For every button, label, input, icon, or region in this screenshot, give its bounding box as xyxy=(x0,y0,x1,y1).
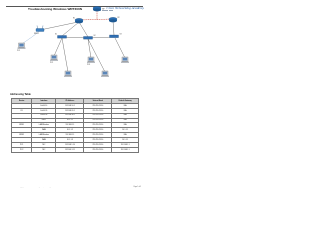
table-cell: Fa0/0.30 xyxy=(32,113,56,118)
table-cell: Fa0/0.20 xyxy=(32,108,56,113)
switch-s1 xyxy=(58,36,67,39)
table-cell: NIC xyxy=(32,147,56,152)
pc-2 xyxy=(50,55,58,61)
device-label-pc2: PC2 xyxy=(50,63,54,64)
table-cell: 255.255.255.0 xyxy=(84,138,112,143)
wireless-router-wrs1 xyxy=(36,26,44,32)
table-cell: 255.255.255.0 xyxy=(84,108,112,113)
pc-5 xyxy=(64,71,72,77)
switch-s3 xyxy=(110,35,119,38)
column-header: Subnet Mask xyxy=(84,99,112,104)
table-cell: 10.1.1.1 xyxy=(112,138,139,143)
table-cell: 192.168.30.1 xyxy=(56,113,84,118)
table-cell: WRS1 xyxy=(12,123,32,128)
table-cell: NIC xyxy=(32,143,56,148)
router-r2 xyxy=(109,17,117,22)
table-cell: N/A xyxy=(112,123,139,128)
table-cell: 192.168.10.1 xyxy=(56,103,84,108)
table-cell: 255.255.255.0 xyxy=(84,128,112,133)
device-label-s1: S1 xyxy=(55,34,57,36)
page-title: Troubleshooting Windows WRT300N xyxy=(28,7,82,11)
link-r1-s1 xyxy=(62,22,79,36)
table-cell: WAN xyxy=(32,138,56,143)
pc-3 xyxy=(87,57,95,63)
table-row xyxy=(12,147,139,152)
switch-s2 xyxy=(84,37,93,40)
table-cell: 192.168.1.1 xyxy=(56,133,84,138)
table-cell: 10.1.1.1 xyxy=(112,128,139,133)
table-cell: Fa0/0.10 xyxy=(32,103,56,108)
table-cell: N/A xyxy=(112,103,139,108)
table-cell: N/A xyxy=(112,133,139,138)
table-cell: 255.255.255.0 xyxy=(84,133,112,138)
device-label-r2: R2 xyxy=(117,18,120,19)
column-header: IP Address xyxy=(56,99,84,104)
table-cell: 255.255.255.0 xyxy=(84,147,112,152)
footer-copyright: All contents are Copyright © 1992–2007 Cisco Systems, Inc. All rights reserved. This document is Cisco Public Information. xyxy=(8,187,87,188)
link-s3-pc xyxy=(115,38,125,58)
table-cell: N/A xyxy=(112,118,139,123)
column-header: Default Gateway xyxy=(112,99,139,104)
page-number: Page 1 of 5 xyxy=(133,187,141,188)
brand-logo: Cisco Networking Academy xyxy=(106,5,144,10)
device-label-s3: S3 xyxy=(119,34,122,36)
router-r1 xyxy=(75,18,83,23)
table-cell: 255.255.255.0 xyxy=(84,113,112,118)
table-cell: 192.168.1.1 xyxy=(56,123,84,128)
device-label-isp: ISP xyxy=(102,9,105,11)
table-cell: N/A xyxy=(112,108,139,113)
table-cell: N/A xyxy=(112,113,139,118)
link-wrs-pc1 xyxy=(22,31,40,44)
table-cell: 192.168.20.1 xyxy=(56,108,84,113)
table-cell: LAN/Wireless xyxy=(32,133,56,138)
device-label-s2: S2 xyxy=(93,36,96,37)
column-header: Device xyxy=(12,99,32,104)
table-cell: PC2 xyxy=(12,147,32,152)
pc-4 xyxy=(121,57,129,63)
link-r1-wrs xyxy=(40,22,78,30)
table-cell: LAN/Wireless xyxy=(32,123,56,128)
link-s1-pc-low xyxy=(62,38,68,72)
table-cell: 255.255.255.0 xyxy=(84,118,112,123)
router-isp xyxy=(93,6,101,11)
pc-6 xyxy=(101,71,109,77)
addressing-table xyxy=(11,98,139,153)
device-label-pc3: PC3 xyxy=(87,65,91,66)
serial-link-r1-r2 xyxy=(79,19,113,20)
table-cell: R1 xyxy=(12,108,32,113)
link-r2-s3 xyxy=(113,21,114,35)
table-cell: PC1 xyxy=(12,143,32,148)
table-cell: WRS2 xyxy=(12,133,32,138)
table-cell: 255.255.255.0 xyxy=(84,103,112,108)
table-title: Addressing Table xyxy=(10,92,31,96)
link-s1-pc xyxy=(54,38,62,56)
topology-diagram xyxy=(0,0,149,92)
table-cell: 192.168.1.10 xyxy=(56,143,84,148)
table-cell: 192.168.1.1 xyxy=(112,147,139,152)
device-label-wrs1: WRS1 xyxy=(34,34,39,35)
table-cell: 192.168.1.11 xyxy=(56,147,84,152)
table-cell: 10.1.1.1 xyxy=(56,118,84,123)
document-page xyxy=(0,0,149,198)
table-cell: WAN xyxy=(32,128,56,133)
table-cell: 255.255.255.0 xyxy=(84,143,112,148)
table-cell: 10.1.1.2 xyxy=(56,128,84,133)
table-cell: 192.168.1.1 xyxy=(112,143,139,148)
column-header: Interface xyxy=(32,99,56,104)
table-cell: 10.1.1.3 xyxy=(56,138,84,143)
table-cell: 255.255.255.0 xyxy=(84,123,112,128)
device-label-r1: R1 xyxy=(73,18,76,20)
table-cell: Fa0/1 xyxy=(32,118,56,123)
device-label-pc1: PC1 xyxy=(17,51,21,52)
table-body xyxy=(12,103,139,152)
link-r1-s2 xyxy=(79,22,88,37)
pc-1 xyxy=(18,43,26,49)
